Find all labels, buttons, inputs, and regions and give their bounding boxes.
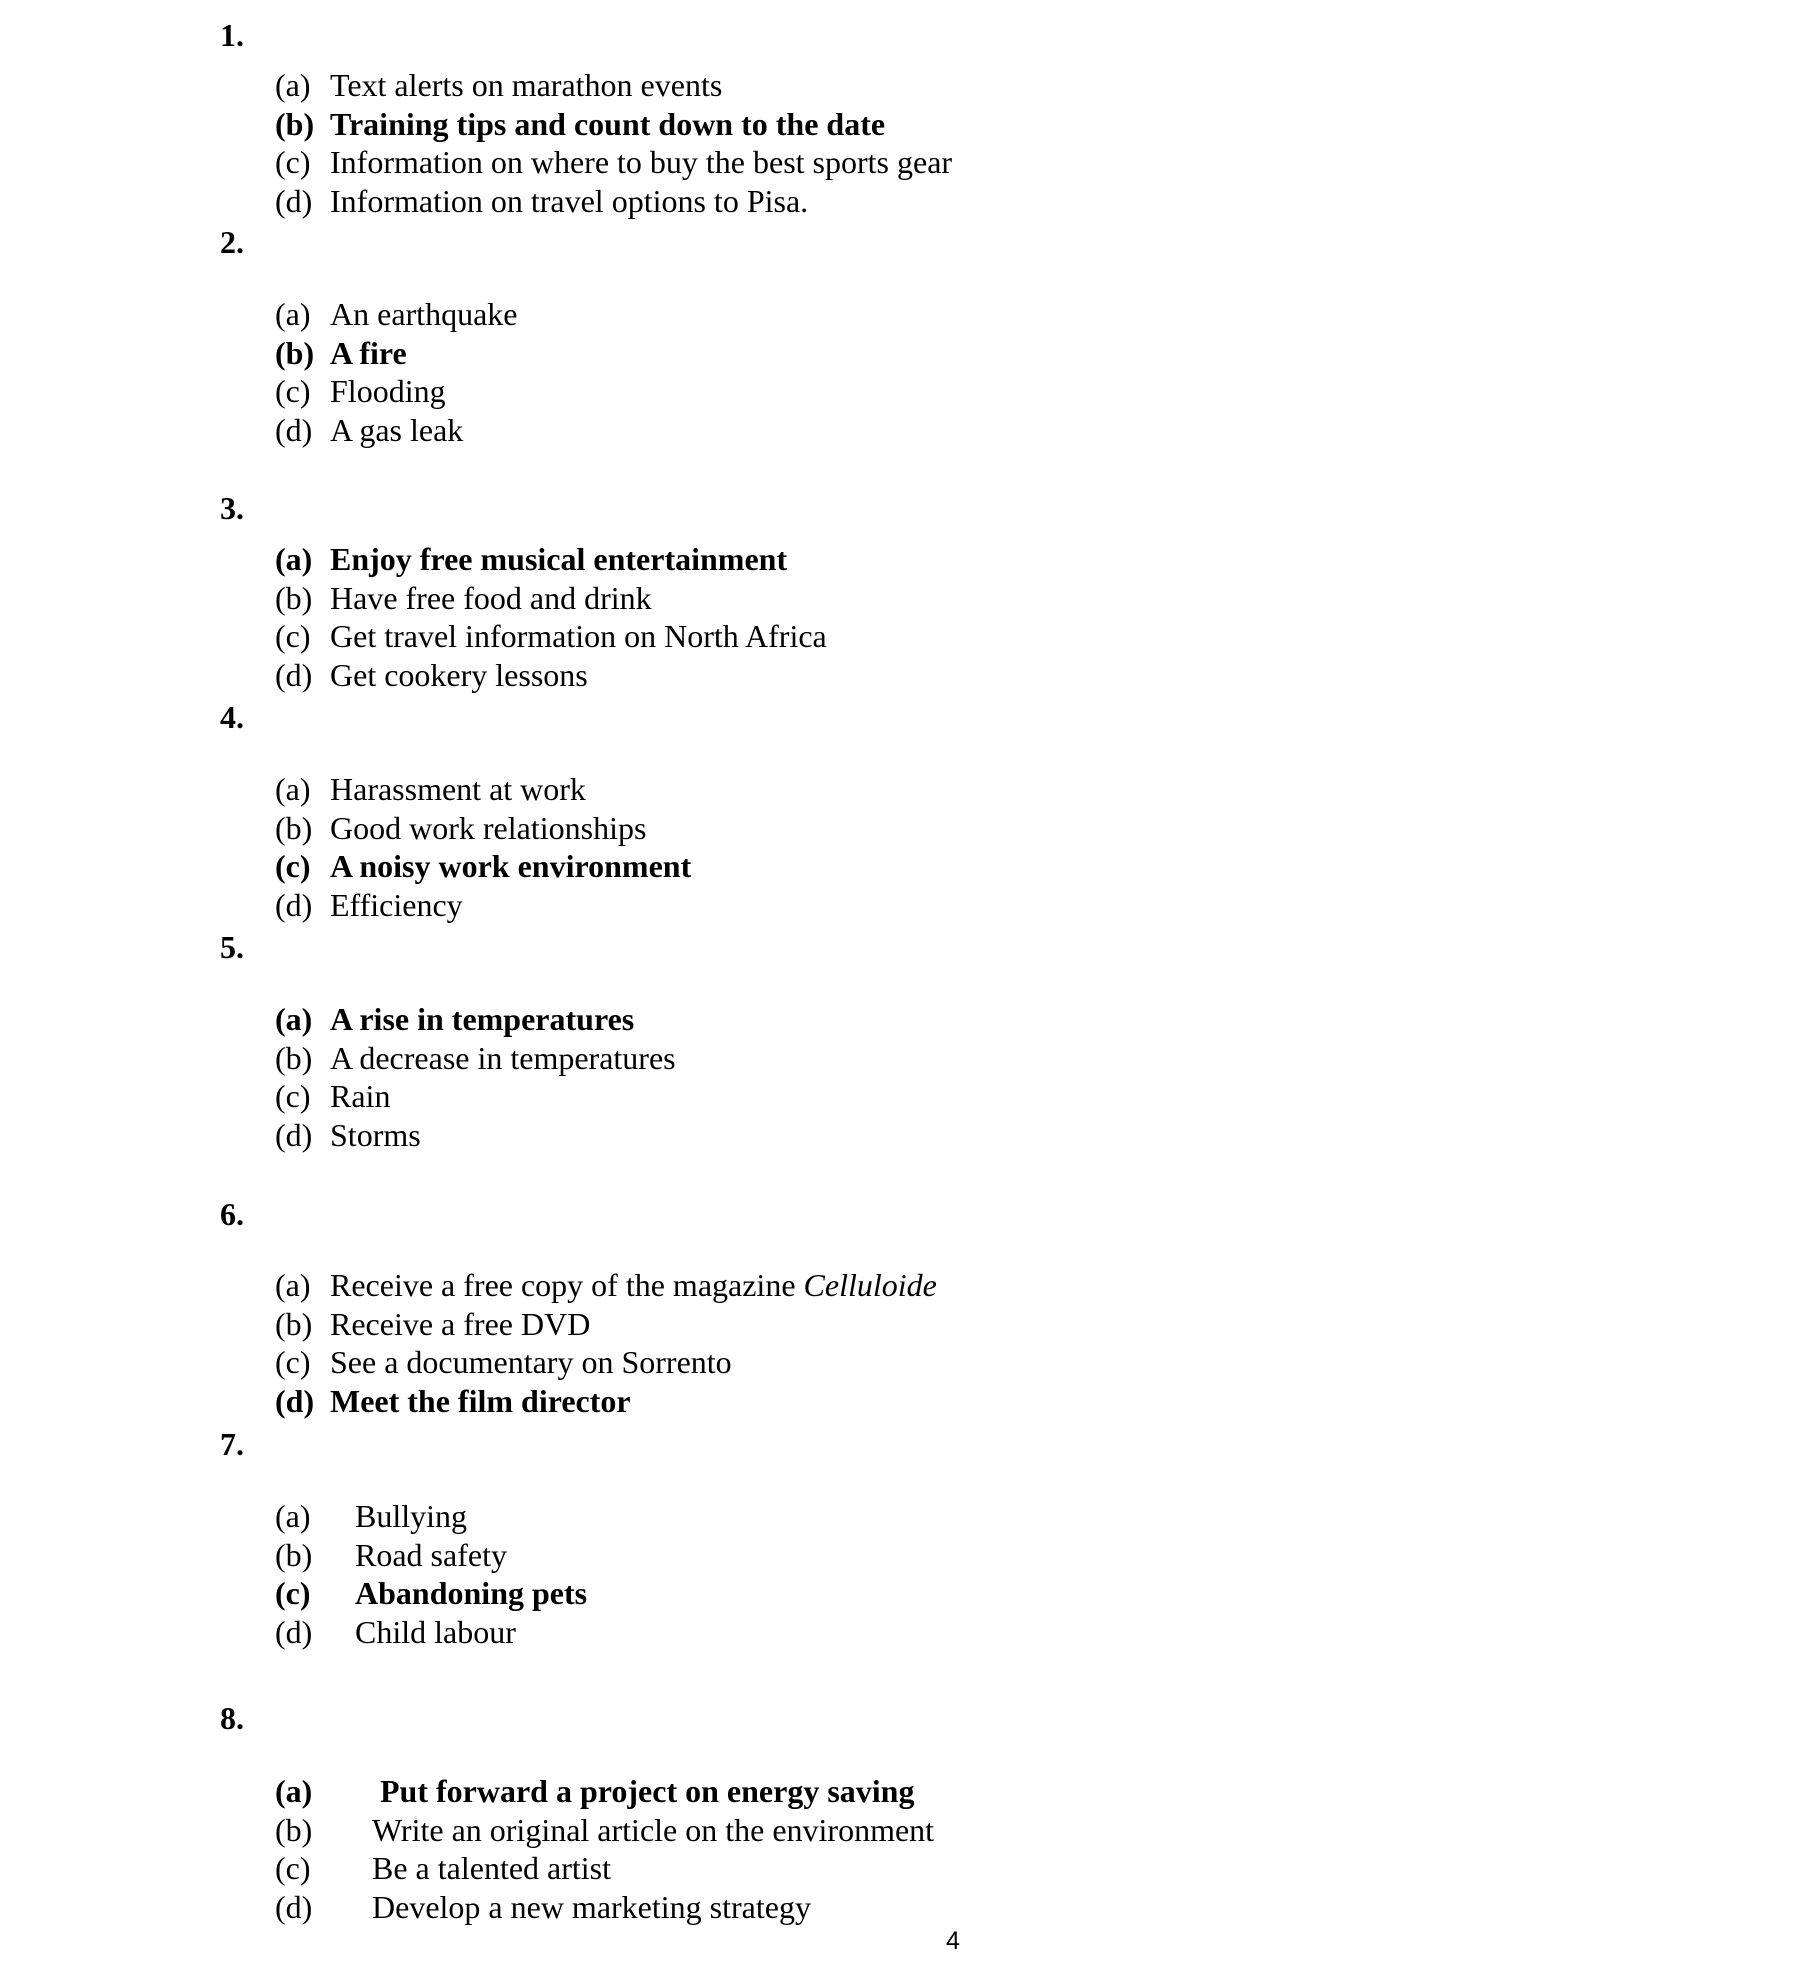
option-label: (c) [275,144,311,181]
option-text: Efficiency [330,887,463,924]
option-label: (b) [275,1305,313,1342]
option-label: (b) [275,809,313,846]
option-label: (a) [275,771,311,807]
option-label: (a) [275,1267,311,1303]
option-text: Flooding [330,373,446,410]
question-number: 5. [220,929,244,965]
option-label: (d) [275,1614,313,1651]
question-number: 6. [220,1196,244,1232]
option-text: A rise in temperatures [330,1001,635,1037]
option-text: Get travel information on North Africa [330,618,827,655]
option-label: (a) [275,296,311,332]
option-label: (b) [275,1536,313,1573]
option-label: (b) [275,579,313,616]
option-text-with-title [330,1266,937,1305]
question-number: 2. [220,224,244,260]
magazine-title: Celluloide [803,1267,937,1303]
option-text: Text alerts on marathon events [330,67,723,103]
option-text: A decrease in temperatures [330,1039,676,1076]
option-label: (a) [275,541,313,577]
option-text: Rain [330,1078,391,1115]
option-text: See a documentary on Sorrento [330,1344,732,1381]
option-text: Enjoy free musical entertainment [330,541,788,577]
option-label: (b) [275,105,315,142]
option-label: (c) [275,848,311,885]
option-text: Child labour [355,1614,516,1651]
option-text: A gas leak [330,412,464,449]
option-text: Bullying [355,1498,468,1534]
option-label: (c) [275,1344,311,1381]
option-text: Be a talented artist [372,1850,612,1887]
option-text: Develop a new marketing strategy [372,1889,811,1926]
option-label: (a) [275,1001,313,1037]
option-text: Write an original article on the environment [372,1811,935,1848]
option-label: (b) [275,1811,313,1848]
question-number: 3. [220,490,244,526]
option-label: (d) [275,1117,313,1154]
option-text: Have free food and drink [330,579,652,616]
option-text: Meet the film director [330,1383,631,1420]
question-number: 8. [220,1700,244,1736]
option-text: Get cookery lessons [330,657,588,694]
option-label: (d) [275,412,313,449]
option-text: Put forward a project on energy saving [380,1773,915,1809]
option-label: (c) [275,1078,311,1115]
question-number: 4. [220,699,244,735]
option-text: Information on where to buy the best sports gear [330,144,953,181]
option-label: (a) [275,67,311,103]
option-label: (d) [275,887,313,924]
option-text: Harassment at work [330,771,586,807]
option-text: A noisy work environment [330,848,692,885]
option-text: Receive a free DVD [330,1305,591,1342]
option-text: Road safety [355,1536,507,1573]
option-label: (c) [275,1575,311,1612]
option-label: (a) [275,1773,313,1809]
question-number: 7. [220,1426,244,1462]
option-label: (d) [275,1383,315,1420]
option-label: (c) [275,1850,311,1887]
option-text: An earthquake [330,296,518,332]
option-label: (d) [275,183,313,220]
option-text: A fire [330,334,407,371]
option-label: (b) [275,1039,313,1076]
option-label: (c) [275,373,311,410]
option-label: (d) [275,657,313,694]
option-label: (a) [275,1498,311,1534]
question-number: 1. [220,17,244,53]
option-text: Information on travel options to Pisa. [330,183,809,220]
option-text: Receive a free copy of the magazine [330,1267,796,1303]
page-number: 4 [946,1927,960,1955]
option-label: (d) [275,1889,313,1926]
option-text: Storms [330,1117,421,1154]
option-text: Good work relationships [330,809,647,846]
option-text: Abandoning pets [355,1575,588,1612]
option-text: Training tips and count down to the date [330,105,886,142]
option-label: (b) [275,334,315,371]
option-label: (c) [275,618,311,655]
